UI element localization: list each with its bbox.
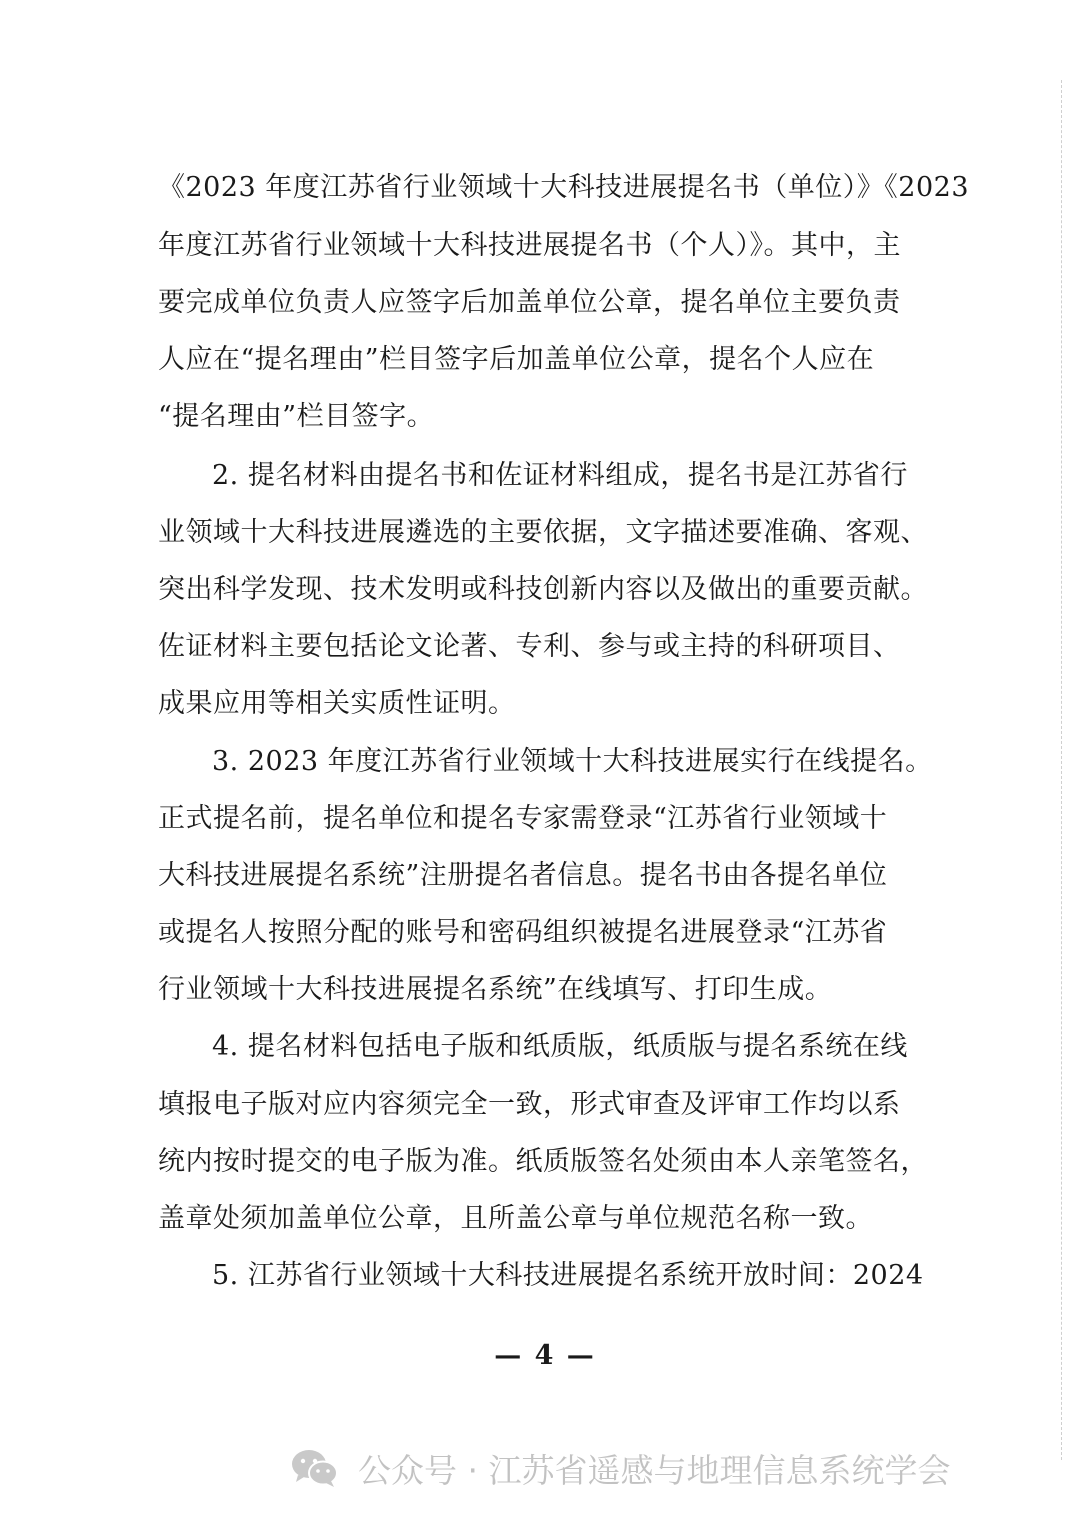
text-line: “提名理由”栏目签字。 <box>158 401 435 432</box>
wechat-icon <box>290 1447 340 1489</box>
text-line: 正式提名前，提名单位和提名专家需登录“江苏省行业领域十 <box>158 803 888 834</box>
text-line: 年度江苏省行业领域十大科技进展提名书（个人）》。其中，主 <box>158 230 901 261</box>
text-line: 人应在“提名理由”栏目签字后加盖单位公章，提名个人应在 <box>158 344 875 375</box>
page-number: — 4 — <box>494 1340 596 1371</box>
text-line: 成果应用等相关实质性证明。 <box>158 688 516 719</box>
text-line: 《2023 年度江苏省行业领域十大科技进展提名书（单位）》《2023 <box>158 172 970 203</box>
text-line: 突出科学发现、技术发明或科技创新内容以及做出的重要贡献。 <box>158 574 928 605</box>
text-line: 行业领域十大科技进展提名系统”在线填写、打印生成。 <box>158 974 833 1005</box>
scan-edge-line <box>1061 80 1062 1460</box>
text-line: 或提名人按照分配的账号和密码组织被提名进展登录“江苏省 <box>158 917 888 948</box>
text-line: 填报电子版对应内容须完全一致，形式审查及评审工作均以系 <box>158 1089 901 1120</box>
watermark <box>290 1440 950 1496</box>
text-line: 盖章处须加盖单位公章，且所盖公章与单位规范名称一致。 <box>158 1203 873 1234</box>
paragraph-start-line: 4. 提名材料包括电子版和纸质版，纸质版与提名系统在线 <box>212 1031 908 1062</box>
paragraph-start-line: 2. 提名材料由提名书和佐证材料组成，提名书是江苏省行 <box>212 460 908 491</box>
paragraph-start-line: 3. 2023 年度江苏省行业领域十大科技进展实行在线提名。 <box>212 746 933 777</box>
text-line: 佐证材料主要包括论文论著、专利、参与或主持的科研项目、 <box>158 631 901 662</box>
text-line: 大科技进展提名系统”注册提名者信息。提名书由各提名单位 <box>158 860 888 891</box>
paragraph-start-line: 5. 江苏省行业领域十大科技进展提名系统开放时间：2024 <box>212 1260 924 1291</box>
text-line: 要完成单位负责人应签字后加盖单位公章，提名单位主要负责 <box>158 287 901 318</box>
watermark-text: 公众号 · 江苏省遥感与地理信息系统学会 <box>358 1450 951 1490</box>
text-line: 业领域十大科技进展遴选的主要依据，文字描述要准确、客观、 <box>158 517 928 548</box>
text-line: 统内按时提交的电子版为准。纸质版签名处须由本人亲笔签名， <box>158 1146 928 1177</box>
